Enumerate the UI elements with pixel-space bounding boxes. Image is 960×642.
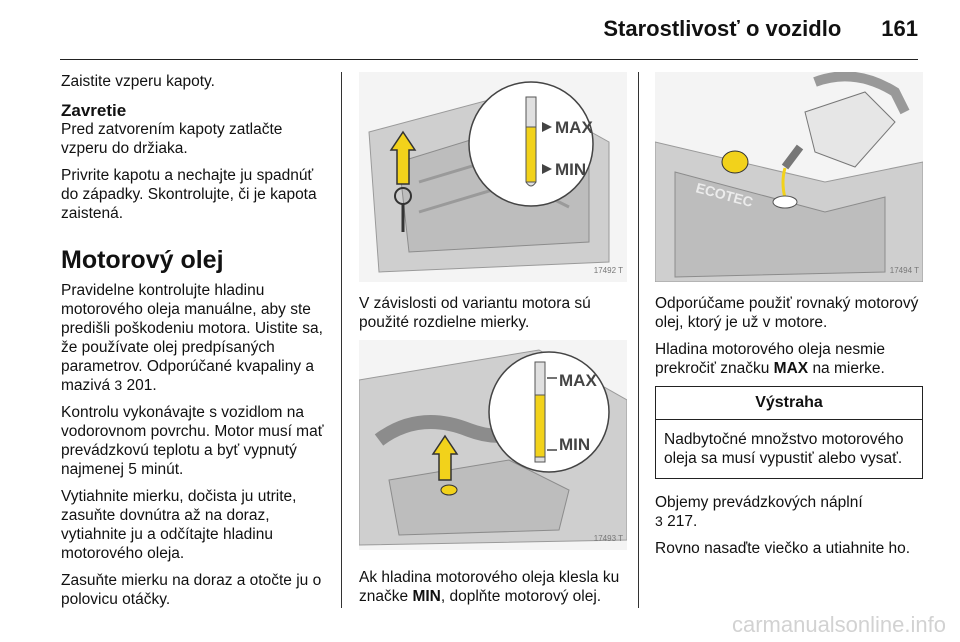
paragraph-text: Pravidelne kontrolujte hladinu motorového oleja manuálne, aby ste predišli poškodeniu motora. Uistite sa, že používate olej predpísaných parametrov. Odporúčané kvapaliny a mazivá (61, 282, 323, 394)
figure-dipstick-engine-2 (359, 340, 627, 550)
paragraph (61, 281, 327, 395)
page-ref-link[interactable]: 201. (126, 377, 157, 394)
paragraph: Kontrolu vykonávajte s vozidlom na vodorovnom povrchu. Motor musí mať prevádzkovú teplotu a byť vypnutý najmenej 5 minút. (61, 404, 324, 478)
page-ref-link[interactable]: 217. (667, 513, 698, 530)
min-inline-label: MIN (412, 588, 441, 605)
column-2 (359, 72, 627, 614)
page-header (603, 16, 918, 42)
paragraph-text: Objemy prevádzkových náplní (655, 494, 863, 511)
page-ref-icon: 3 (114, 377, 123, 393)
watermark: carmanualsonline.info (731, 612, 946, 637)
figure-number: 17492 T (593, 266, 623, 275)
max-inline-label: MAX (773, 360, 809, 377)
figure-oil-filling (655, 72, 923, 282)
paragraph: Rovno nasaďte viečko a utiahnite ho. (655, 540, 911, 557)
heading-close: Zavretie (61, 101, 127, 120)
paragraph: Zaistite vzperu kapoty. (61, 73, 215, 90)
warning-body: Nadbytočné množstvo motorového oleja sa musí vypustiť alebo vysať. (664, 431, 904, 467)
column-3 (655, 72, 923, 566)
column-divider (341, 72, 342, 608)
paragraph-text: Ak hladina motorového oleja klesla ku značke (359, 569, 620, 605)
heading-engine-oil: Motorový olej (61, 246, 224, 274)
paragraph (655, 340, 923, 378)
max-mark-label: MAX (555, 118, 593, 137)
paragraph (655, 493, 923, 531)
engine-illustration (359, 72, 627, 282)
paragraph-text: , doplňte motorový olej. (440, 588, 602, 605)
paragraph: Privrite kapotu a nechajte ju spadnúť do západky. Skontrolujte, či je kapota zaistená. (61, 167, 317, 222)
warning-title: Výstraha (656, 387, 922, 420)
figure-number: 17494 T (889, 266, 919, 275)
paragraph: Vytiahnite mierku, dočista ju utrite, zasuňte dovnútra až na doraz, vytiahnite ju a odčítajte hladinu motorového oleja. (61, 488, 297, 562)
figure-number: 17493 T (593, 534, 623, 543)
paragraph: V závislosti od variantu motora sú použité rozdielne mierky. (359, 295, 591, 331)
paragraph: Zasuňte mierku na doraz a otočte ju o polovicu otáčky. (61, 572, 322, 608)
column-1 (61, 72, 327, 617)
page-title: Starostlivosť o vozidlo (603, 16, 842, 41)
page-number: 161 (881, 16, 918, 41)
paragraph: Odporúčame použiť rovnaký motorový olej, ktorý je už v motore. (655, 295, 919, 331)
figure-dipstick-engine (359, 72, 627, 282)
min-mark-label: MIN (559, 435, 591, 454)
column-divider (638, 72, 639, 608)
warning-box (655, 386, 923, 479)
paragraph-text: Hladina motorového oleja nesmie prekročiť značku (655, 341, 886, 377)
max-mark-label: MAX (559, 371, 597, 390)
page-ref-icon: 3 (655, 513, 663, 529)
engine-text: ECOTEC (694, 179, 755, 210)
paragraph (359, 568, 627, 606)
paragraph: Pred zatvorením kapoty zatlačte vzperu do držiaka. (61, 121, 283, 157)
header-rule (60, 59, 918, 60)
paragraph-text: na mierke. (812, 360, 885, 377)
min-mark-label: MIN (555, 160, 587, 179)
oil-filling-illustration (655, 72, 923, 282)
engine-illustration (359, 340, 627, 550)
